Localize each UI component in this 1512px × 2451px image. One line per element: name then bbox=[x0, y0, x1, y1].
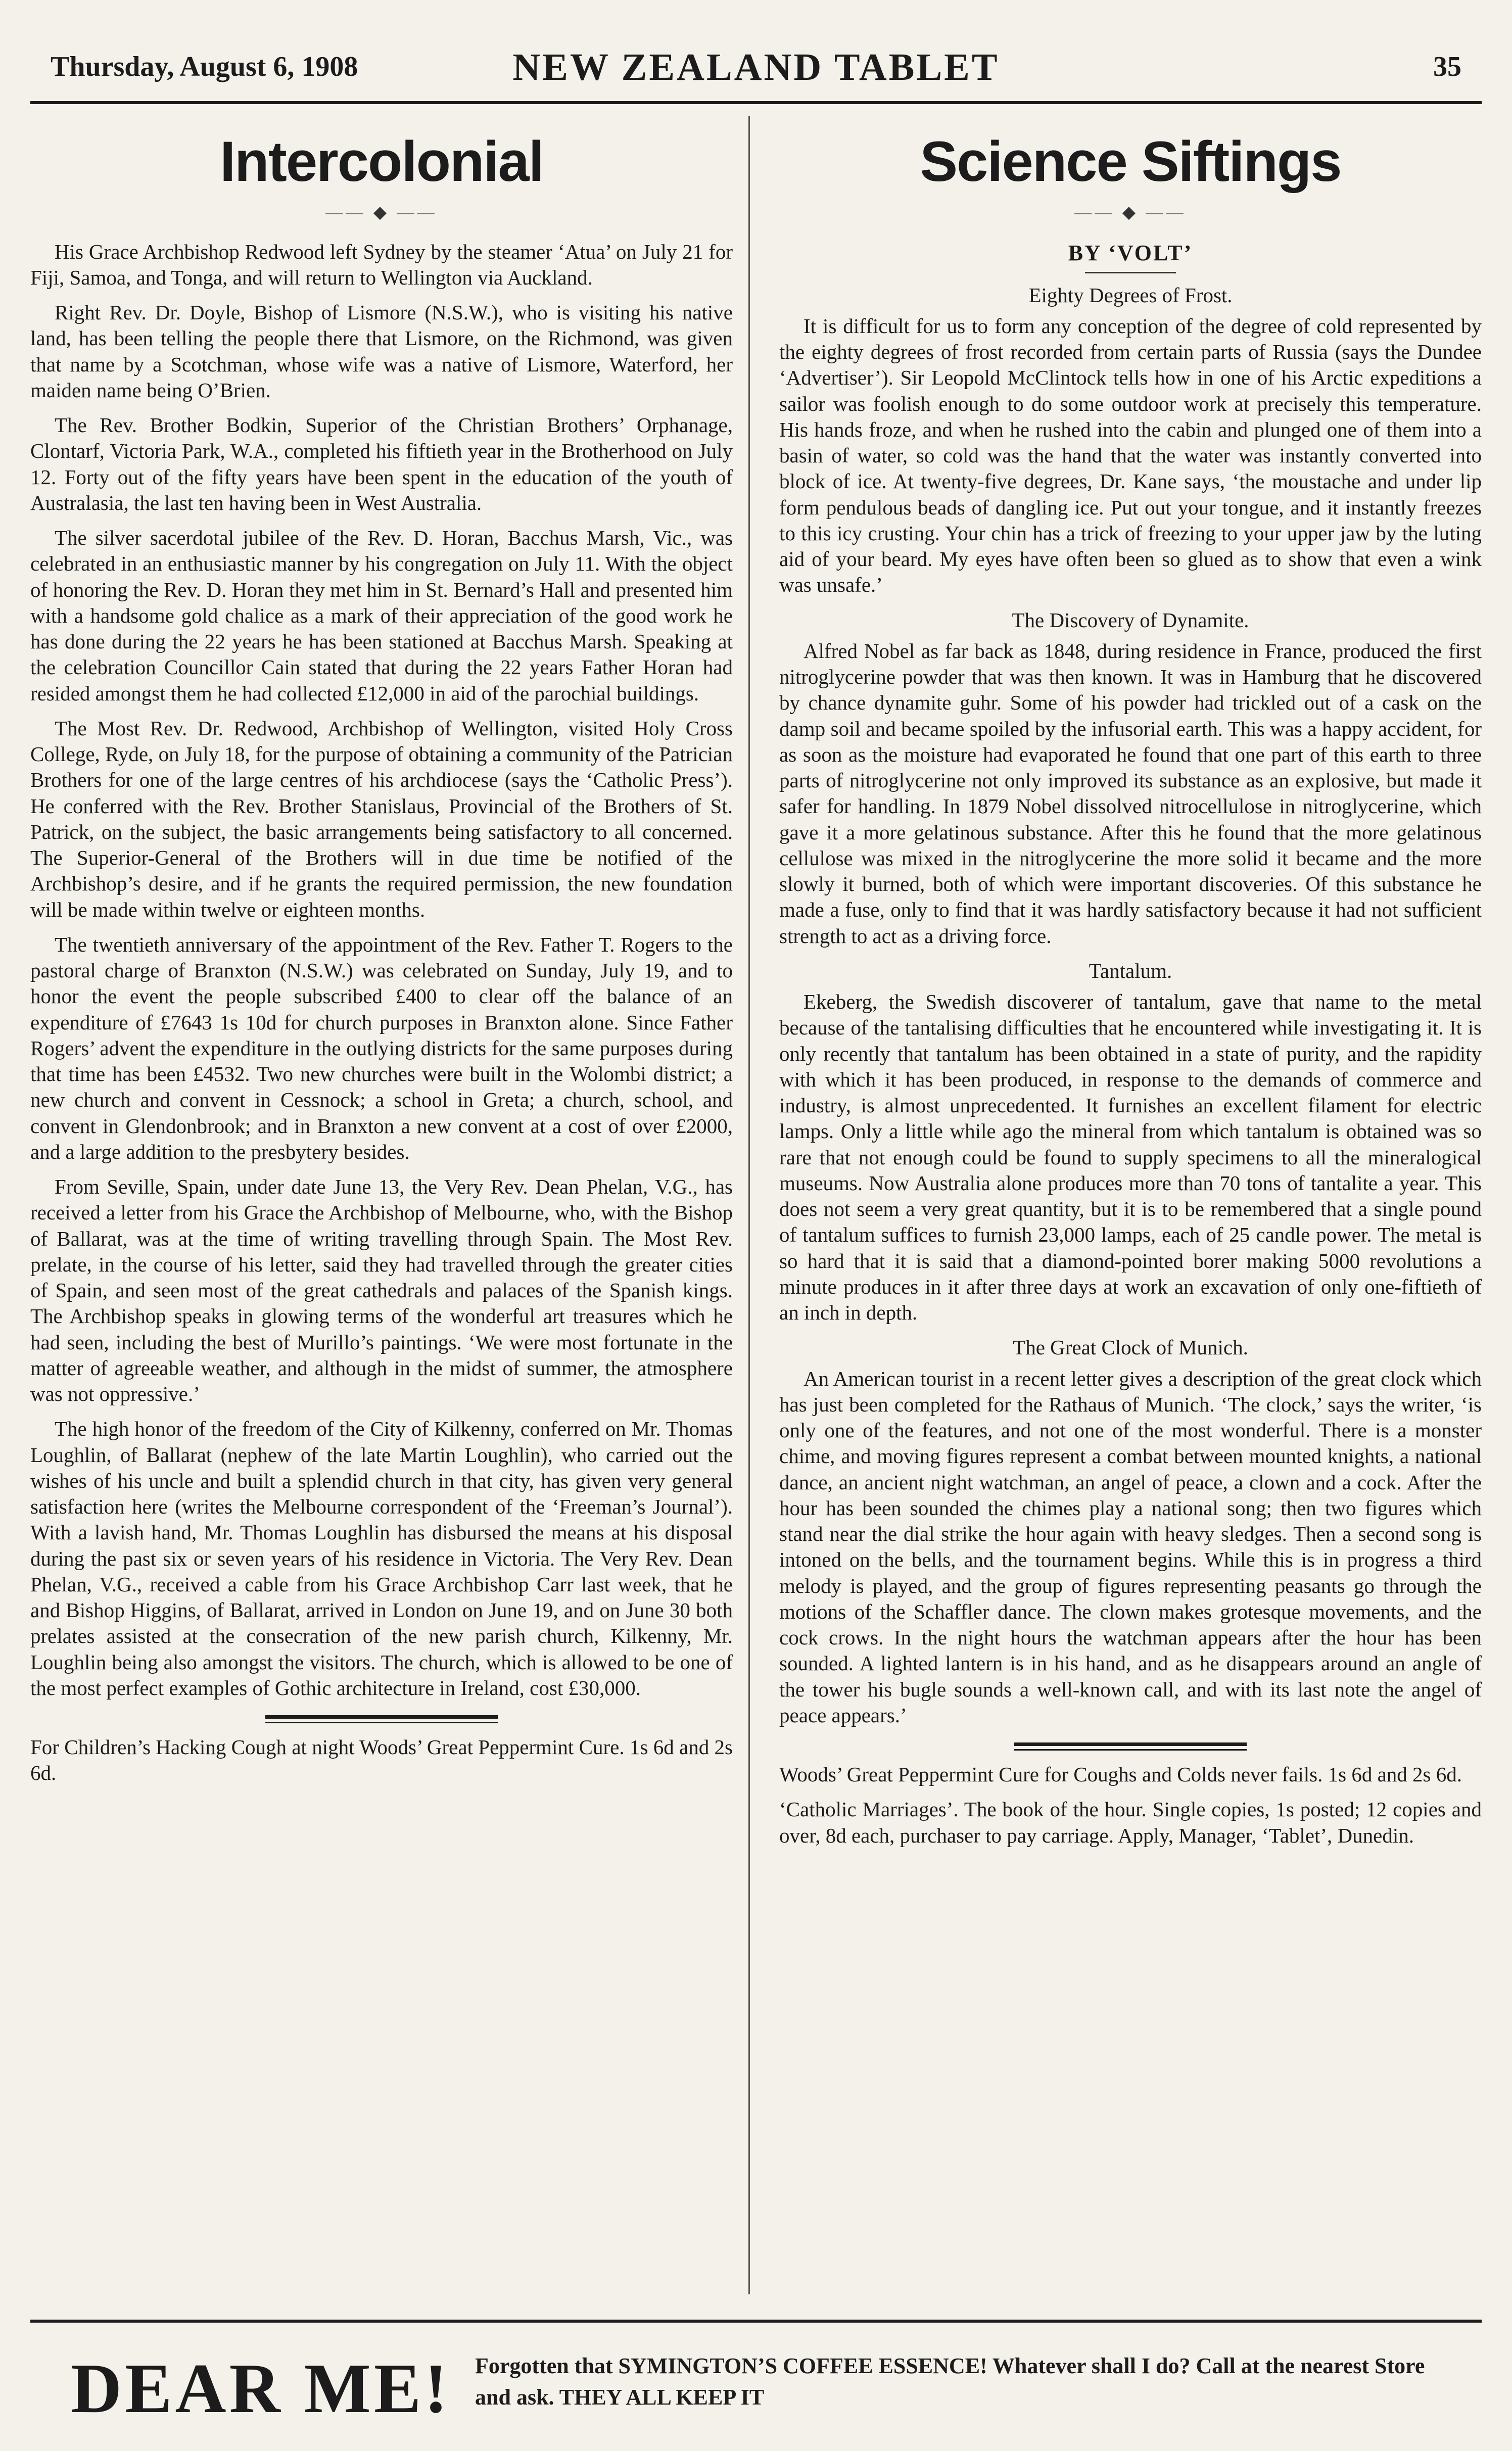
byline: BY ‘VOLT’ bbox=[1068, 240, 1193, 265]
notice-coughs-colds: Woods’ Great Peppermint Cure for Coughs and Colds never fails. 1s 6d and 2s 6d. bbox=[779, 1763, 1462, 1786]
article-paragraph: The Rev. Brother Bodkin, Superior of the Christian Brothers’ Orphanage, Clontarf, Victoria Park, W.A., completed his fiftieth year in the Brotherhood on July 12. Forty out of the fifty years have been spent in the education of the youth of Australasia, the last ten having been in West Australia. bbox=[30, 413, 733, 514]
newspaper-title: NEW ZEALAND TABLET bbox=[512, 46, 1000, 88]
ad-text: Forgotten that SYMINGTON’S COFFEE ESSENCE! Whatever shall I do? Call at the nearest Store and ask. THEY ALL KEEP IT bbox=[475, 2353, 1425, 2410]
subheading: Tantalum. bbox=[1089, 959, 1172, 982]
article-paragraph: An American tourist in a recent letter gives a description of the great clock which has just been completed for the Rathaus of Munich. ‘The clock,’ says the writer, ‘is only one of the features, and not one of the most wonderful. There is a monster chime, and moving figures represent a combat between mounted knights, a national dance, an ancient night watchman, an angel of peace, a clown and a cock. After the hour has been sounded the chimes play a national song; then two figures which stand near the dial strike the hour again with heavy sledges. Then a second song is intoned on the bells, and the tournament begins. While this is in progress a third melody is played, and the group of figures representing peasants go through the motions of the Schaffler dance. The clown makes grotesque movements, and the cock crows. In the night hours the watchman appears after the hour has been sounded. A lighted lantern is in his hand, and as he disappears around an angle of the tower his bugle sounds a well-known call, and with its last note the angel of peace appears.’ bbox=[779, 1366, 1482, 1727]
section-title-intercolonial: Intercolonial bbox=[220, 130, 543, 193]
notice-catholic-marriages: ‘Catholic Marriages’. The book of the hour. Single copies, 1s posted; 12 copies and over, 8d each, purchaser to pay carriage. Apply, Manager, ‘Tablet’, Dunedin. bbox=[779, 1798, 1482, 1847]
ornament-divider: —— ◆ —— bbox=[325, 203, 438, 222]
short-rule bbox=[1085, 272, 1176, 273]
masthead bbox=[30, 45, 1482, 104]
subheading: Eighty Degrees of Frost. bbox=[1028, 283, 1233, 307]
ad-headline: DEAR ME! bbox=[71, 2349, 451, 2428]
intercolonial-column bbox=[30, 116, 733, 2304]
issue-date: Thursday, August 6, 1908 bbox=[51, 51, 358, 82]
article-paragraph: The silver sacerdotal jubilee of the Rev. D. Horan, Bacchus Marsh, Vic., was celebrated in an enthusiastic manner by his congregation on July 11. With the object of honoring the Rev. D. Horan they met him in St. Bernard’s Hall and presented him with a handsome gold chalice as a mark of their appreciation of the good work he has done during the 22 years he has been stationed at Bacchus Marsh. Speaking at the celebration Councillor Cain stated that during the 22 years Father Horan had resided amongst them he had collected £12,000 in aid of the parochial buildings. bbox=[30, 526, 733, 705]
column-divider bbox=[748, 116, 750, 2294]
notice-block bbox=[30, 1734, 733, 1786]
notice-peppermint-cure: For Children’s Hacking Cough at night Woods’ Great Peppermint Cure. 1s 6d and 2s 6d. bbox=[30, 1735, 733, 1785]
article-paragraph: Alfred Nobel as far back as 1848, during residence in France, produced the first nitroglycerine powder that was then known. It was in Hamburg that he discovered by chance dynamite guhr. Some of his powder had trickled out of a cask on the damp soil and became spoiled by the infusorial earth. This was a happy accident, for as soon as the moisture had evaporated he found that one part of this earth to three parts of nitroglycerine not only improved its substance as an explosive, but made it safer for handling. In 1879 Nobel dissolved nitrocellulose in nitroglycerine, which gave it a more gelatinous substance. After this he found that the more gelatinous cellulose was mixed in the nitroglycerine the more solid it became and the more slowly it burned, both of which were important discoveries. Of this substance he made a fuse, only to find that it was hardly satisfactory because it had not sufficient strength to act as a driving force. bbox=[779, 639, 1482, 948]
article-paragraph: Ekeberg, the Swedish discoverer of tantalum, gave that name to the metal because of the tantalising difficulties that he encountered while investigating it. It is only recently that tantalum has been obtained in a state of purity, and the rapidity with which it has been produced, in response to the demands of commerce and industry, is almost unprecedented. It furnishes an excellent filament for electric lamps. Only a little while ago the mineral from which tantalum is obtained was so rare that not enough could be found to supply specimens to all the mineralogical museums. Now Australia alone produces more than 70 tons of tantalite a year. This does not seem a very great quantity, but it is to be remembered that a single pound of tantalum suffices to furnish 23,000 lamps, each of 25 candle power. The metal is so hard that it is said that a diamond-pointed borer making 5000 revolutions a minute produces in it after three days at work an excavation of only one-fiftieth of an inch in depth. bbox=[779, 990, 1482, 1324]
subheading: The Discovery of Dynamite. bbox=[1012, 608, 1249, 632]
double-rule bbox=[1014, 1742, 1247, 1751]
article-paragraph: It is difficult for us to form any conception of the degree of cold represented by the eighty degrees of frost recorded from certain parts of Russia (says the Dundee ‘Advertiser’). Sir Leopold McClintock tells how in one of his Arctic expeditions a sailor was foolish enough to do some outdoor work at precisely this temperature. His hands froze, and when he rushed into the cabin and plunged one of them into a basin of water, so cold was the hand that the water was instantly converted into block of ice. At twenty-five degrees, Dr. Kane says, ‘the moustache and under lip form pendulous beads of dangling ice. Put out your tongue, and it instantly freezes to this icy crusting. Your chin has a trick of freezing to your upper jaw by the luting aid of your beard. My eyes have often been so glued as to show that even a wink was unsafe.’ bbox=[779, 314, 1482, 597]
notice-block bbox=[779, 1762, 1482, 1849]
section-title-science-siftings: Science Siftings bbox=[920, 130, 1341, 193]
article-paragraph: The Most Rev. Dr. Redwood, Archbishop of Wellington, visited Holy Cross College, Ryde, on July 18, for the purpose of obtaining a community of the Patrician Brothers for one of the large centres of his archdiocese (says the ‘Catholic Press’). He conferred with the Rev. Brother Stanislaus, Provincial of the Brothers of St. Patrick, on the subject, the basic arrangements being satisfactory to all concerned. The Superior-General of the Brothers will in due time be notified of the Archbishop’s desire, and if he grants the required permission, the new foundation will be made within twelve or eighteen months. bbox=[30, 716, 733, 921]
article-paragraph: The high honor of the freedom of the City of Kilkenny, conferred on Mr. Thomas Loughlin, of Ballarat (nephew of the late Martin Loughlin), who carried out the wishes of his uncle and built a splendid church in that city, has given very general satisfaction here (writes the Melbourne correspondent of the ‘Freeman’s Journal’). With a lavish hand, Mr. Thomas Loughlin has disbursed the means at his disposal during the past six or seven years of his residence in Victoria. The Very Rev. Dean Phelan, V.G., received a cable from his Grace Archbishop Carr last week, that he and Bishop Higgins, of Ballarat, arrived in London on June 19, and on June 30 both prelates assisted at the consecration of the new parish church, Kilkenny, Mr. Loughlin being also amongst the visitors. The church, which is allowed to be one of the most perfect examples of Gothic architecture in Ireland, cost £30,000. bbox=[30, 1417, 733, 1700]
footer-advertisement bbox=[30, 2320, 1482, 2439]
page-number: 35 bbox=[1433, 51, 1461, 82]
article-paragraph: His Grace Archbishop Redwood left Sydney by the steamer ‘Atua’ on July 21 for Fiji, Samoa, and Tonga, and will return to Wellington via Auckland. bbox=[30, 240, 733, 289]
article-paragraph: Right Rev. Dr. Doyle, Bishop of Lismore (N.S.W.), who is visiting his native land, has been telling the people there that Lismore, on the Richmond, was given that name by a Scotchman, whose wife was a native of Lismore, Waterford, her maiden name being O’Brien. bbox=[30, 301, 733, 402]
ornament-divider: —— ◆ —— bbox=[1074, 203, 1187, 222]
double-rule bbox=[265, 1715, 498, 1723]
article-paragraph: From Seville, Spain, under date June 13, the Very Rev. Dean Phelan, V.G., has received a letter from his Grace the Archbishop of Melbourne, who, with the Bishop of Ballarat, was at the time of writing travelling through Spain. The Most Rev. prelate, in the course of his letter, said they had travelled through the greater cities of Spain, and seen most of the great cathedrals and palaces of the Spanish kings. The Archbishop speaks in glowing terms of the wonderful art treasures which he had seen, including the best of Murillo’s paintings. ‘We were most fortunate in the matter of agreeable weather, and although in the midst of summer, the atmosphere was not oppressive.’ bbox=[30, 1175, 733, 1405]
article-paragraph: The twentieth anniversary of the appointment of the Rev. Father T. Rogers to the pastoral charge of Branxton (N.S.W.) was celebrated on Sunday, July 19, and to honor the event the people subscribed £400 to clear off the balance of an expenditure of £7643 1s 10d for church purposes in Branxton alone. Since Father Rogers’ advent the expenditure in the outlying districts for the same purposes during that time has been £4532. Two new churches were built in the Wolombi district; a new church and convent in Cessnock; a school in Greta; a church, school, and convent in Glendonbrook; and in Branxton a new convent at a cost of over £2000, and a large addition to the presbytery besides. bbox=[30, 932, 733, 1163]
science-siftings-column bbox=[779, 116, 1482, 2304]
subheading: The Great Clock of Munich. bbox=[1013, 1336, 1248, 1359]
